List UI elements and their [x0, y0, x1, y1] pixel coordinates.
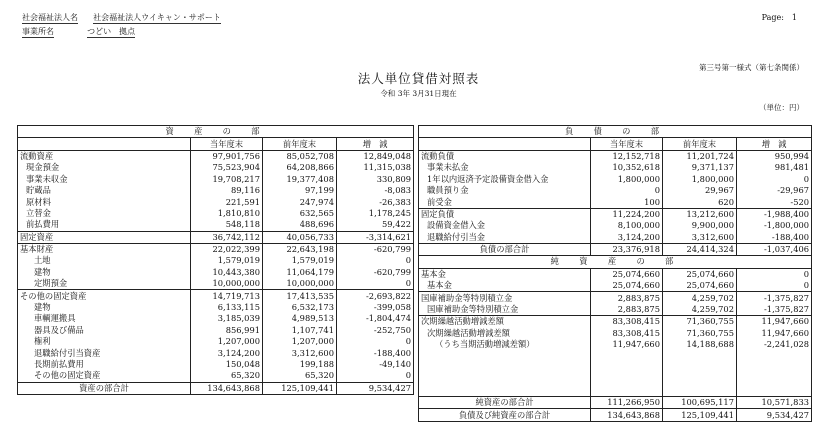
office-line — [22, 26, 135, 37]
row-label: 土地 — [34, 255, 51, 266]
row-label: 事業未払金 — [427, 162, 469, 173]
row-label: 器具及び備品 — [34, 324, 84, 335]
table-row — [18, 231, 414, 243]
previous-value: 100,695,117 — [663, 396, 737, 408]
diff-value: -188,400 — [737, 232, 812, 244]
total-row — [18, 382, 414, 394]
row-label: 負債及び純資産の部合計 — [419, 409, 591, 421]
diff-value: -1,375,827 — [737, 292, 812, 304]
row-label: 現金預金 — [26, 162, 60, 173]
current-value: 548,118 — [191, 219, 263, 231]
previous-value: 3,312,600 — [663, 232, 737, 244]
current-value: 19,708,217 — [191, 174, 263, 185]
row-label: 負債の部合計 — [419, 243, 591, 255]
previous-value — [663, 373, 737, 384]
table-row — [419, 316, 812, 328]
table-row — [18, 313, 414, 324]
table-row — [18, 208, 414, 219]
current-value: 1,800,000 — [591, 174, 663, 185]
row-label: 前払費用 — [26, 219, 60, 230]
table-row — [419, 185, 812, 196]
previous-value: 11,201,724 — [663, 150, 737, 162]
current-value: 75,523,904 — [191, 162, 263, 173]
current-value: 1,810,810 — [191, 208, 263, 219]
row-label — [419, 373, 591, 384]
current-value: 150,048 — [191, 359, 263, 370]
table-row — [18, 196, 414, 207]
diff-value: 0 — [337, 370, 414, 382]
diff-value: -8,083 — [337, 185, 414, 196]
row-label: 国庫補助金等特別積立金 — [419, 292, 591, 304]
row-label: 基本金 — [421, 268, 446, 279]
office-name: つどい 拠点 — [87, 27, 136, 36]
current-value: 8,100,000 — [591, 220, 663, 231]
table-row — [419, 385, 812, 397]
page-title: 法人単位貸借対照表 — [357, 71, 480, 86]
diff-value: -2,241,028 — [737, 339, 812, 350]
diff-value: 11,947,660 — [737, 328, 812, 339]
table-row — [419, 292, 812, 304]
corp-label: 社会福祉法人名 — [22, 13, 78, 22]
current-value: 1,579,019 — [191, 255, 263, 266]
col-diff: 増 減 — [737, 138, 812, 150]
previous-value: 10,000,000 — [263, 278, 337, 290]
unit-label: （単位：円） — [759, 103, 804, 112]
diff-value — [737, 350, 812, 361]
row-label: 前受金 — [427, 196, 452, 207]
assets-section-header: 資 産 の 部 — [18, 126, 414, 138]
table-row — [18, 302, 414, 313]
diff-value — [737, 362, 812, 373]
previous-value: 1,207,000 — [263, 336, 337, 347]
row-label: 流動負債 — [421, 150, 455, 161]
previous-value: 64,208,866 — [263, 162, 337, 173]
table-row — [18, 278, 414, 290]
table-row — [419, 268, 812, 280]
table-row — [419, 174, 812, 185]
previous-value: 25,074,660 — [663, 268, 737, 280]
current-value: 134,643,868 — [191, 382, 263, 394]
row-label: 事業未収金 — [26, 173, 68, 184]
liabilities-table — [418, 125, 812, 422]
table-row — [419, 220, 812, 231]
diff-value: 11,947,660 — [737, 316, 812, 328]
current-value: 10,352,618 — [591, 162, 663, 173]
row-label: 国庫補助金等特別積立金 — [427, 304, 519, 315]
table-row — [18, 255, 414, 266]
current-value: 1,207,000 — [191, 336, 263, 347]
row-label — [419, 350, 591, 361]
table-row — [18, 243, 414, 255]
previous-value: 11,064,179 — [263, 267, 337, 278]
diff-value: 0 — [337, 336, 414, 347]
liabilities-section-header: 負 債 の 部 — [419, 126, 812, 138]
row-label: 職員預り金 — [427, 185, 469, 196]
diff-value: 0 — [737, 280, 812, 292]
previous-value: 125,109,441 — [263, 382, 337, 394]
row-label: 原材料 — [26, 196, 51, 207]
previous-value: 97,199 — [263, 185, 337, 196]
assets-empty-header — [18, 138, 191, 150]
current-value: 10,000,000 — [191, 278, 263, 290]
col-prev: 前年度末 — [263, 138, 337, 150]
diff-value: -2,693,822 — [337, 290, 414, 302]
row-label: 車輌運搬具 — [34, 313, 76, 324]
form-number: 第三号第一様式（第七条関係） — [699, 63, 804, 72]
table-row — [419, 150, 812, 162]
table-row — [18, 185, 414, 196]
row-label: 立替金 — [26, 207, 51, 218]
table-row — [419, 232, 812, 244]
diff-value: 330,809 — [337, 174, 414, 185]
diff-value: -252,750 — [337, 325, 414, 336]
table-row — [18, 267, 414, 278]
diff-value: -26,383 — [337, 196, 414, 207]
current-value: 11,224,200 — [591, 208, 663, 220]
row-label: 建物 — [34, 302, 51, 313]
diff-value: 12,849,048 — [337, 150, 414, 162]
row-label: その他の固定資産 — [18, 290, 191, 302]
table-row — [18, 347, 414, 358]
previous-value: 40,056,733 — [263, 231, 337, 243]
previous-value: 3,312,600 — [263, 347, 337, 358]
row-label: 基本財産 — [18, 243, 191, 255]
current-value: 65,320 — [191, 370, 263, 382]
row-label: 次期繰越活動増減差額 — [427, 327, 510, 338]
page-number: Page: 1 — [761, 13, 797, 22]
row-label: 退職給付引当資産 — [34, 347, 101, 358]
current-value: 11,947,660 — [591, 339, 663, 350]
previous-value: 1,800,000 — [663, 174, 737, 185]
current-value: 3,124,200 — [591, 232, 663, 244]
current-value: 83,308,415 — [591, 316, 663, 328]
current-value: 14,719,713 — [191, 290, 263, 302]
table-row — [419, 350, 812, 361]
liabilities-empty-header — [419, 138, 591, 150]
diff-value: -1,804,474 — [337, 313, 414, 324]
table-row — [18, 290, 414, 302]
row-label: 権利 — [34, 336, 51, 347]
previous-value: 1,107,741 — [263, 325, 337, 336]
current-value: 6,133,115 — [191, 302, 263, 313]
previous-value: 24,414,324 — [663, 243, 737, 255]
diff-value: 0 — [337, 255, 414, 266]
table-row — [18, 370, 414, 382]
current-value — [591, 373, 663, 384]
row-label: 退職給付引当金 — [427, 231, 486, 242]
total-row — [419, 243, 812, 255]
previous-value: 1,579,019 — [263, 255, 337, 266]
current-value — [591, 350, 663, 361]
previous-value: 620 — [663, 196, 737, 208]
previous-value — [663, 362, 737, 373]
total-row — [419, 396, 812, 408]
section-header: 純 資 産 の 部 — [419, 256, 812, 268]
previous-value — [663, 350, 737, 361]
current-value — [591, 385, 663, 397]
table-row — [18, 219, 414, 231]
row-label: 流動資産 — [20, 150, 54, 161]
current-value: 22,022,399 — [191, 243, 263, 255]
table-row — [419, 162, 812, 173]
row-label: 固定資産 — [18, 231, 191, 243]
row-label: 1年以内返済予定設備資金借入金 — [427, 173, 549, 184]
current-value: 25,074,660 — [591, 280, 663, 292]
diff-value: 9,534,427 — [337, 382, 414, 394]
current-value: 12,152,718 — [591, 150, 663, 162]
current-value: 0 — [591, 185, 663, 196]
col-current: 当年度末 — [591, 138, 663, 150]
current-value: 25,074,660 — [591, 268, 663, 280]
diff-value: 981,481 — [737, 162, 812, 173]
row-label — [419, 385, 591, 397]
previous-value: 4,259,702 — [663, 304, 737, 316]
previous-value: 9,900,000 — [663, 220, 737, 231]
diff-value: -1,037,406 — [737, 243, 812, 255]
table-row — [419, 328, 812, 339]
diff-value: -29,967 — [737, 185, 812, 196]
corp-name: 社会福祉法人ウイキャン・サポート — [93, 13, 221, 22]
row-label: 建物 — [34, 266, 51, 277]
diff-value: 10,571,833 — [737, 396, 812, 408]
table-row — [419, 304, 812, 316]
row-label — [419, 362, 591, 373]
report-date: 令和 3年 3月31日現在 — [380, 89, 457, 98]
table-row — [18, 359, 414, 370]
current-value: 89,116 — [191, 185, 263, 196]
row-label: 貯蔵品 — [26, 185, 51, 196]
diff-value: -399,058 — [337, 302, 414, 313]
previous-value: 4,259,702 — [663, 292, 737, 304]
current-value: 2,883,875 — [591, 304, 663, 316]
total-row — [419, 409, 812, 421]
diff-value — [737, 373, 812, 384]
current-value: 36,742,112 — [191, 231, 263, 243]
current-value: 2,883,875 — [591, 292, 663, 304]
current-value: 134,643,868 — [591, 409, 663, 421]
current-value: 3,185,039 — [191, 313, 263, 324]
previous-value: 71,360,755 — [663, 316, 737, 328]
diff-value: 0 — [737, 174, 812, 185]
current-value: 10,443,380 — [191, 267, 263, 278]
previous-value: 29,967 — [663, 185, 737, 196]
table-row — [419, 362, 812, 373]
row-label: 長期前払費用 — [34, 359, 84, 369]
row-label: 固定負債 — [419, 208, 591, 220]
previous-value: 65,320 — [263, 370, 337, 382]
diff-value: -520 — [737, 196, 812, 208]
diff-value: 9,534,427 — [737, 409, 812, 421]
current-value: 97,901,756 — [191, 150, 263, 162]
table-row — [419, 280, 812, 292]
table-row — [18, 150, 414, 162]
row-label: 定期預金 — [34, 278, 68, 289]
current-value: 23,376,918 — [591, 243, 663, 255]
table-row — [419, 373, 812, 384]
previous-value: 85,052,708 — [263, 150, 337, 162]
diff-value: -3,314,621 — [337, 231, 414, 243]
table-row — [18, 162, 414, 173]
diff-value: 0 — [337, 278, 414, 290]
previous-value — [663, 385, 737, 397]
table-row — [419, 208, 812, 220]
previous-value: 9,371,137 — [663, 162, 737, 173]
previous-value: 22,643,198 — [263, 243, 337, 255]
previous-value: 13,212,600 — [663, 208, 737, 220]
previous-value: 488,696 — [263, 219, 337, 231]
diff-value: -1,988,400 — [737, 208, 812, 220]
previous-value: 125,109,441 — [663, 409, 737, 421]
col-diff: 増 減 — [337, 138, 414, 150]
previous-value: 4,989,513 — [263, 313, 337, 324]
office-label: 事業所名 — [22, 27, 54, 36]
row-label: 次期繰越活動増減差額 — [419, 316, 591, 328]
diff-value: -188,400 — [337, 347, 414, 358]
current-value: 221,591 — [191, 196, 263, 207]
previous-value: 17,413,535 — [263, 290, 337, 302]
table-row — [18, 174, 414, 185]
diff-value: -1,800,000 — [737, 220, 812, 231]
previous-value: 19,377,408 — [263, 174, 337, 185]
diff-value: 0 — [737, 268, 812, 280]
row-label: （うち当期活動増減差額） — [435, 339, 535, 350]
diff-value: -620,799 — [337, 267, 414, 278]
diff-value: -620,799 — [337, 243, 414, 255]
previous-value: 14,188,688 — [663, 339, 737, 350]
diff-value: 950,994 — [737, 150, 812, 162]
table-row — [419, 339, 812, 350]
current-value: 111,266,950 — [591, 396, 663, 408]
assets-table — [17, 125, 414, 395]
row-label: 設備資金借入金 — [427, 220, 486, 231]
row-label: 純資産の部合計 — [419, 396, 591, 408]
current-value — [591, 362, 663, 373]
previous-value: 25,074,660 — [663, 280, 737, 292]
current-value: 3,124,200 — [191, 347, 263, 358]
previous-value: 6,532,173 — [263, 302, 337, 313]
diff-value: 59,422 — [337, 219, 414, 231]
corp-line — [22, 12, 221, 23]
previous-value: 199,188 — [263, 359, 337, 370]
diff-value: 11,315,038 — [337, 162, 414, 173]
diff-value — [737, 385, 812, 397]
diff-value: 1,178,245 — [337, 208, 414, 219]
diff-value: -49,140 — [337, 359, 414, 370]
row-label: 基本金 — [427, 280, 452, 291]
row-label: 資産の部合計 — [18, 382, 191, 394]
table-row — [419, 196, 812, 208]
current-value: 100 — [591, 196, 663, 208]
col-current: 当年度末 — [191, 138, 263, 150]
previous-value: 71,360,755 — [663, 328, 737, 339]
current-value: 83,308,415 — [591, 328, 663, 339]
net-assets-section — [419, 256, 812, 268]
table-row — [18, 325, 414, 336]
previous-value: 632,565 — [263, 208, 337, 219]
previous-value: 247,974 — [263, 196, 337, 207]
row-label: その他の固定資産 — [34, 370, 101, 381]
col-prev: 前年度末 — [663, 138, 737, 150]
table-row — [18, 336, 414, 347]
diff-value: -1,375,827 — [737, 304, 812, 316]
current-value: 856,991 — [191, 325, 263, 336]
